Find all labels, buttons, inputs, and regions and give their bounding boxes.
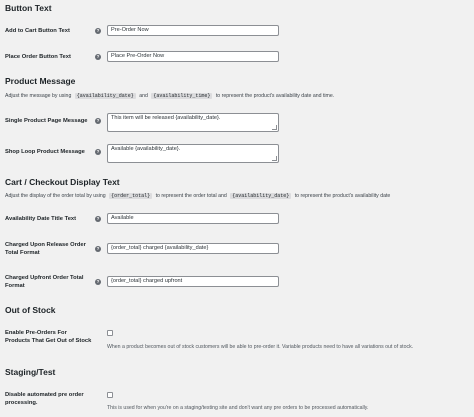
section-heading-cart-checkout: Cart / Checkout Display Text xyxy=(5,177,120,187)
availability-title-input[interactable]: Available xyxy=(107,213,279,224)
cart-checkout-description xyxy=(5,193,390,199)
section-heading-product-message: Product Message xyxy=(5,76,76,86)
textarea-value: Available {availability_date}. xyxy=(111,146,181,152)
disable-automated-processing-label: Disable automated pre order processing. xyxy=(5,392,84,406)
resize-handle-icon[interactable] xyxy=(272,125,277,130)
add-to-cart-label: Add to Cart Button Text xyxy=(5,28,70,34)
single-page-message-textarea[interactable] xyxy=(107,113,279,132)
charged-upfront-input[interactable]: {order_total} charged upfront xyxy=(107,276,279,287)
availability-title-label: Availability Date Title Text xyxy=(5,216,77,222)
charged-upon-release-input[interactable]: {order_total} charged {availability_date} xyxy=(107,243,279,254)
desc-text: and xyxy=(139,93,148,99)
charged-upfront-label: Charged Upfront Order Total Format xyxy=(5,275,84,289)
desc-text: Adjust the display of the order total by using xyxy=(5,193,106,199)
place-order-text-input[interactable]: Place Pre-Order Now xyxy=(107,51,279,62)
section-heading-button-text: Button Text xyxy=(5,3,52,13)
shop-loop-message-textarea[interactable] xyxy=(107,144,279,163)
product-message-description xyxy=(5,93,334,99)
textarea-value: This item will be released {availability_date}. xyxy=(111,115,221,121)
charged-upon-release-label: Charged Upon Release Order Total Format xyxy=(5,242,86,256)
desc-text: to represent the order total and xyxy=(155,193,227,199)
disable-automated-processing-description: This is used for when you're on a staging/testing site and don't want any pre orders to be processed automatically. xyxy=(107,405,369,411)
single-page-message-label: Single Product Page Message xyxy=(5,118,88,124)
placeholder-code: {availability_date} xyxy=(76,93,134,99)
help-icon[interactable]: ? xyxy=(96,149,100,154)
help-icon[interactable]: ? xyxy=(96,216,100,221)
enable-preorders-out-of-stock-label: Enable Pre-Orders For Products That Get Out of Stock xyxy=(5,330,92,344)
resize-handle-icon[interactable] xyxy=(272,156,277,161)
desc-text: to represent the product's availability date xyxy=(294,193,391,199)
help-icon[interactable]: ? xyxy=(96,28,100,33)
placeholder-code: {availability_date} xyxy=(232,193,290,199)
help-icon[interactable]: ? xyxy=(96,118,100,123)
help-icon[interactable]: ? xyxy=(96,54,100,59)
shop-loop-message-label: Shop Loop Product Message xyxy=(5,149,85,155)
placeholder-code: {order_total} xyxy=(111,193,151,199)
add-to-cart-text-input[interactable]: Pre-Order Now xyxy=(107,25,279,36)
desc-text: Adjust the message by using xyxy=(5,93,72,99)
enable-preorders-out-of-stock-description: When a product becomes out of stock customers will be able to pre-order it. Variable products need to have all variations out of stock. xyxy=(107,344,414,350)
section-heading-staging-test: Staging/Test xyxy=(5,367,56,377)
help-icon[interactable]: ? xyxy=(96,246,100,251)
disable-automated-processing-checkbox[interactable] xyxy=(107,392,113,398)
enable-preorders-out-of-stock-checkbox[interactable] xyxy=(107,330,113,336)
place-order-label: Place Order Button Text xyxy=(5,54,71,60)
section-heading-out-of-stock: Out of Stock xyxy=(5,305,56,315)
placeholder-code: {availability_time} xyxy=(153,93,211,99)
desc-text: to represent the product's availability date and time. xyxy=(215,93,335,99)
help-icon[interactable]: ? xyxy=(96,279,100,284)
